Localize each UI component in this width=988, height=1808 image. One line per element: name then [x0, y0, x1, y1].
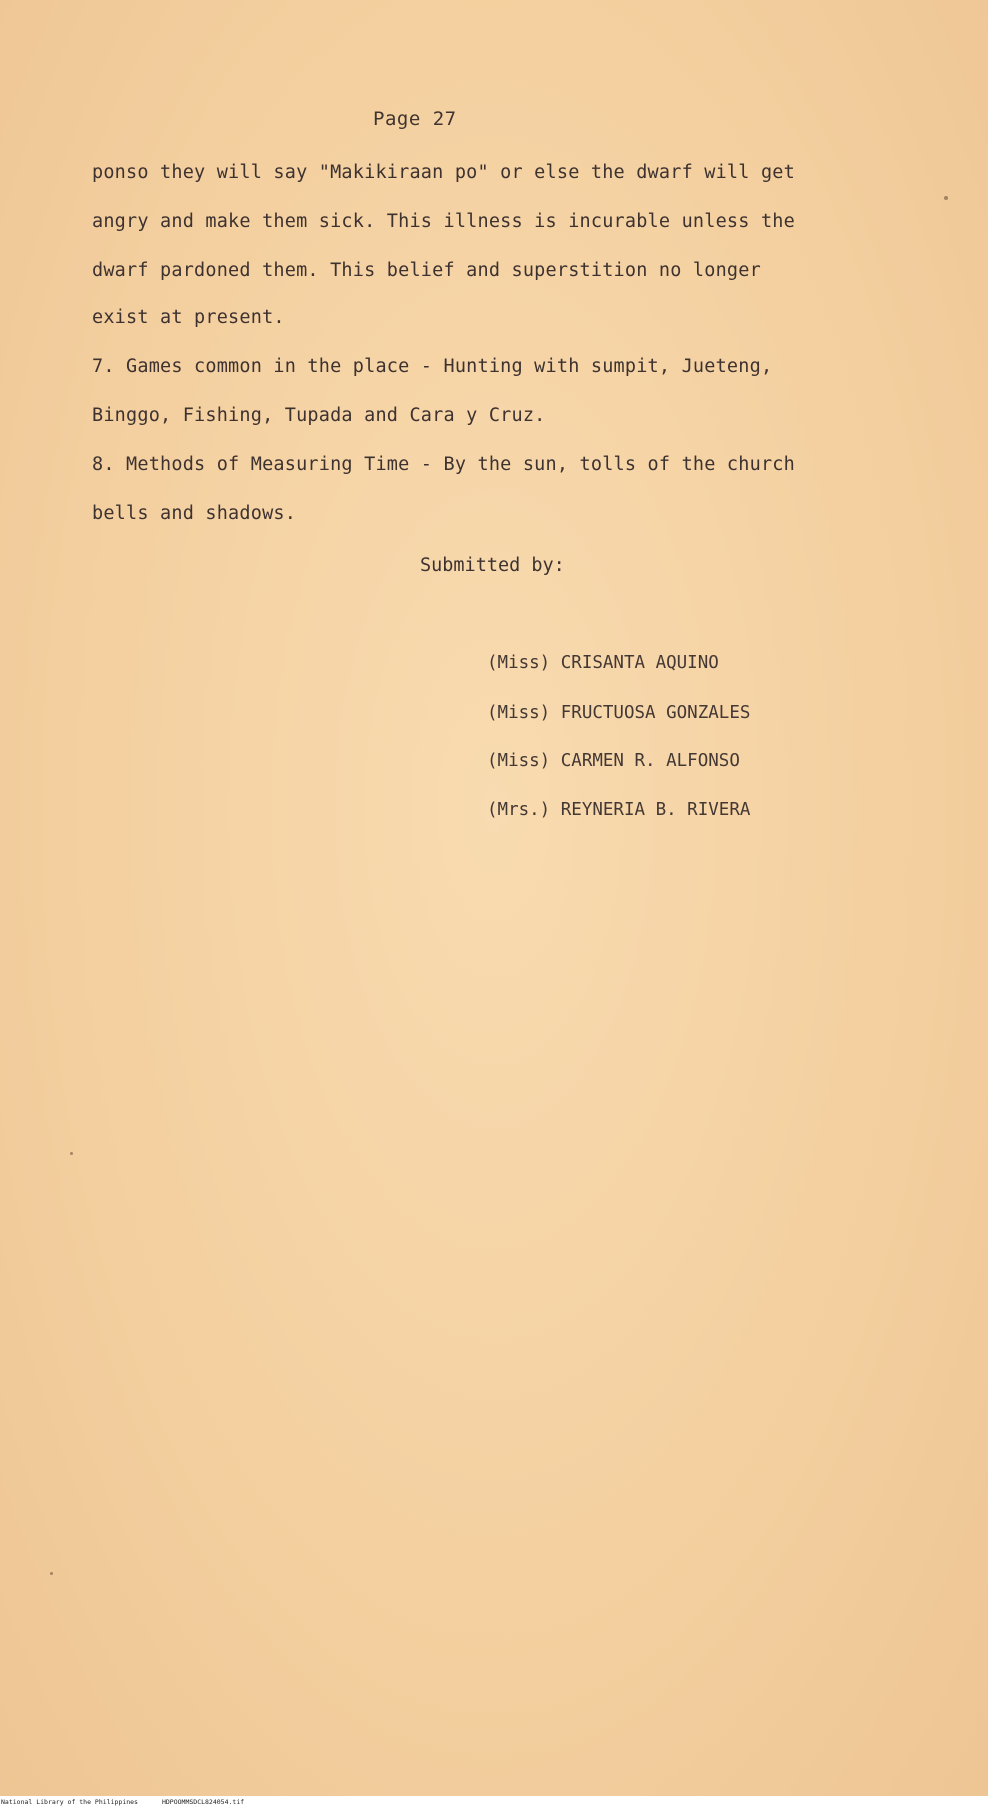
paper-speck — [944, 196, 948, 200]
body-line: dwarf pardoned them. This belief and superstition no longer — [92, 260, 761, 281]
signatory-name: (Miss) FRUCTUOSA GONZALES — [487, 703, 751, 723]
body-line: exist at present. — [92, 307, 285, 328]
page-number: Page 27 — [373, 108, 457, 130]
library-credit: National Library of the Philippines — [1, 1798, 138, 1806]
file-name: HDPOOMMSDCL824054.tif — [161, 1798, 245, 1806]
paper-speck — [50, 1572, 53, 1575]
signatory-name: (Miss) CRISANTA AQUINO — [487, 653, 719, 673]
body-line: bells and shadows. — [92, 503, 297, 524]
paper-speck — [70, 1152, 73, 1155]
body-line: angry and make them sick. This illness is incurable unless the — [92, 211, 795, 232]
body-line: ponso they will say "Makikiraan po" or else the dwarf will get — [92, 162, 795, 183]
signatory-name: (Miss) CARMEN R. ALFONSO — [487, 751, 740, 771]
signatory-name: (Mrs.) REYNERIA B. RIVERA — [487, 800, 751, 820]
body-line: Binggo, Fishing, Tupada and Cara y Cruz. — [92, 405, 546, 426]
scan-footer — [0, 1796, 988, 1808]
body-line: 8. Methods of Measuring Time - By the sun, tolls of the church — [92, 454, 795, 475]
submitted-by-label: Submitted by: — [420, 555, 565, 576]
body-line: 7. Games common in the place - Hunting with sumpit, Jueteng, — [92, 356, 773, 377]
